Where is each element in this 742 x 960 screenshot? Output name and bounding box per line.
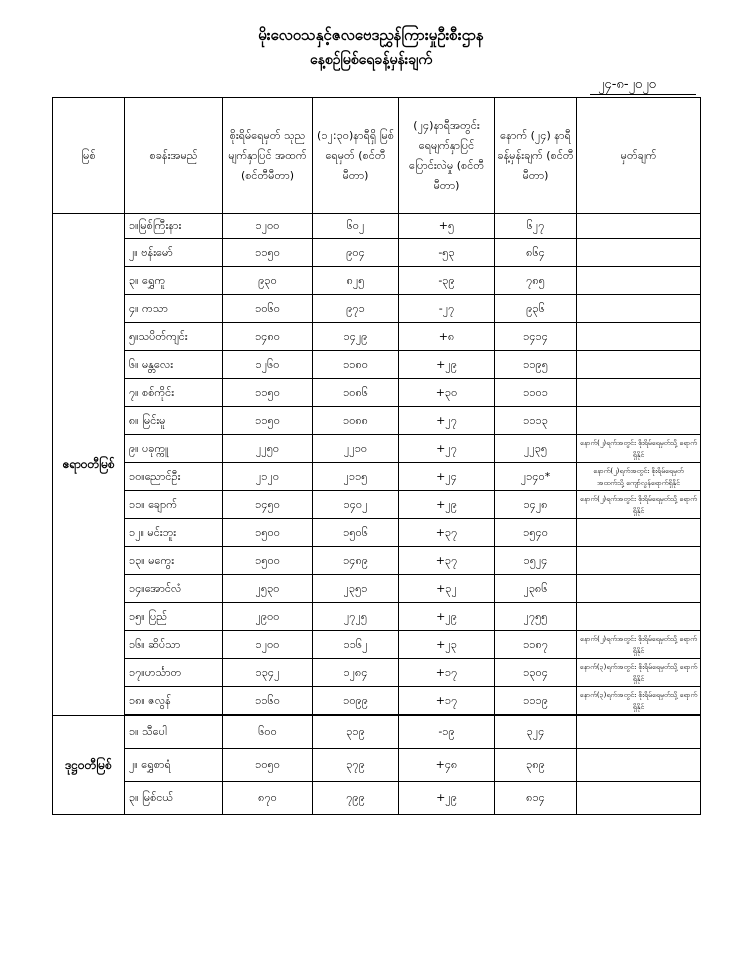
table-row <box>53 659 701 687</box>
table-row <box>53 749 701 782</box>
danger-level: ၆၀၀ <box>223 715 313 749</box>
table-row <box>53 491 701 519</box>
current-level: ၁၁၈၀ <box>313 351 399 379</box>
station-name: ၂။ ရွှေစာရံ <box>125 749 223 782</box>
table-row <box>53 407 701 435</box>
header-change: (၂၄)နာရီအတွင်း ရေမျက်နှာပြင် ပြောင်းလဲမှု (စင်တီမီတာ) <box>399 98 495 214</box>
current-level: ၉၀၄ <box>313 239 399 267</box>
page-title: မိုးလေဝသနှင့်ဇလဗေဒညွှန်ကြားမှုဦးစီးဌာန <box>258 26 484 44</box>
station-name: ၃။ မြစ်ငယ် <box>125 782 223 815</box>
current-level: ၂၇၂၅ <box>313 603 399 631</box>
station-name: ၁၅။ ပြည် <box>125 603 223 631</box>
remark <box>577 379 701 407</box>
forecast-level: ၂၃၈၆ <box>495 575 577 603</box>
level-change: -၁၉ <box>399 715 495 749</box>
header-remark: မှတ်ချက် <box>577 98 701 214</box>
forecast-level: ၂၂၃၅ <box>495 435 577 463</box>
report-date: ၂၄-၈-၂၀၂၀ <box>598 77 656 92</box>
table-row <box>53 603 701 631</box>
station-name: ၁၀။ညောင်ဦး <box>125 463 223 491</box>
danger-level: ၁၀၆၀ <box>223 295 313 323</box>
level-change: +၂၉ <box>399 351 495 379</box>
forecast-level: ၃၈၉ <box>495 749 577 782</box>
level-change: +၂၇ <box>399 407 495 435</box>
station-name: ၂။ ဗန်းမော် <box>125 239 223 267</box>
forecast-level: ၁၁၁၃ <box>495 407 577 435</box>
current-level: ၂၂၁၀ <box>313 435 399 463</box>
station-name: ၈။ မြင်းမူ <box>125 407 223 435</box>
station-name: ၁၈။ ဇလွန် <box>125 687 223 716</box>
level-change: -၅၃ <box>399 239 495 267</box>
level-change: +၈ <box>399 323 495 351</box>
current-level: ၁၀၈၆ <box>313 379 399 407</box>
current-level: ၆၀၂ <box>313 214 399 239</box>
danger-level: ၁၁၅၀ <box>223 407 313 435</box>
station-name: ၁။ သီပေါ <box>125 715 223 749</box>
remark: နောက်(၃)ရက်အတွင်း စိုးရိမ်ရေမှတ်သို့ ရောက်ရှိနိုင် <box>577 659 701 687</box>
current-level: ၃၇၉ <box>313 749 399 782</box>
remark: နောက်(၃)ရက်အတွင်း စိုးရိမ်ရေမှတ်သို့ ရောက်ရှိနိုင် <box>577 687 701 716</box>
current-level: ၃၁၉ <box>313 715 399 749</box>
forecast-level: ၈၁၄ <box>495 782 577 815</box>
current-level: ၁၄၂၉ <box>313 323 399 351</box>
forecast-level: ၉၃၆ <box>495 295 577 323</box>
current-level: ၇၉၉ <box>313 782 399 815</box>
table-row <box>53 267 701 295</box>
danger-level: ၂၂၅၀ <box>223 435 313 463</box>
current-level: ၁၁၆၂ <box>313 631 399 659</box>
level-change: +၂၃ <box>399 631 495 659</box>
forecast-level: ၁၃၀၄ <box>495 659 577 687</box>
forecast-level: ၁၁၈၇ <box>495 631 577 659</box>
station-name: ၃။ ရွှေကူ <box>125 267 223 295</box>
header-station: စခန်းအမည် <box>125 98 223 214</box>
table-row <box>53 351 701 379</box>
danger-level: ၁၂၆၀ <box>223 351 313 379</box>
forecast-level: ၂၇၅၅ <box>495 603 577 631</box>
table-row <box>53 435 701 463</box>
forecast-level: ၆၂၇ <box>495 214 577 239</box>
danger-level: ၁၄၈၀ <box>223 323 313 351</box>
forecast-level: ၂၁၄၀* <box>495 463 577 491</box>
station-name: ၁။မြစ်ကြီးနား <box>125 214 223 239</box>
danger-level: ၂၉၀၀ <box>223 603 313 631</box>
remark <box>577 214 701 239</box>
page-subtitle: နေ့စဉ်မြစ်ရေခန့်မှန်းချက် <box>309 52 433 68</box>
table-row <box>53 631 701 659</box>
current-level: ၁၀၉၉ <box>313 687 399 716</box>
level-change: +၂၉ <box>399 491 495 519</box>
header-danger-level: စိုးရိမ်ရေမှတ် သုညမျက်နှာပြင် အထက် (စင်တီမီတာ) <box>223 98 313 214</box>
station-name: ၁၂။ မင်းဘူး <box>125 519 223 547</box>
river-name: ဒုဋ္ဌဝတီမြစ် <box>53 715 125 815</box>
forecast-level: ၁၁၉၅ <box>495 351 577 379</box>
remark <box>577 351 701 379</box>
station-name: ၁၃။ မကွေး <box>125 547 223 575</box>
danger-level: ၁၁၆၀ <box>223 687 313 716</box>
level-change: +၁၇ <box>399 659 495 687</box>
danger-level: ၂၁၂၀ <box>223 463 313 491</box>
forecast-level: ၁၁၀၁ <box>495 379 577 407</box>
current-level: ၁၄၈၉ <box>313 547 399 575</box>
danger-level: ၂၅၃၀ <box>223 575 313 603</box>
level-change: +၂၉ <box>399 782 495 815</box>
remark <box>577 547 701 575</box>
table-row <box>53 715 701 749</box>
danger-level: ၁၀၅၀ <box>223 749 313 782</box>
danger-level: ၉၃၀ <box>223 267 313 295</box>
forecast-level: ၁၄၂၈ <box>495 491 577 519</box>
station-name: ၅။သပိတ်ကျင်း <box>125 323 223 351</box>
current-level: ၈၂၅ <box>313 267 399 295</box>
date-underline <box>590 94 696 95</box>
level-change: +၂၇ <box>399 435 495 463</box>
table-header-row <box>53 98 701 214</box>
remark <box>577 715 701 749</box>
remark <box>577 407 701 435</box>
remark <box>577 267 701 295</box>
danger-level: ၁၂၀၀ <box>223 214 313 239</box>
table-row <box>53 239 701 267</box>
danger-level: ၈၇၀ <box>223 782 313 815</box>
level-change: +၅ <box>399 214 495 239</box>
table-row <box>53 782 701 815</box>
remark <box>577 239 701 267</box>
station-name: ၇။ စစ်ကိုင်း <box>125 379 223 407</box>
remark: နောက်(၂)ရက်အတွင်း စိုးရိမ်ရေမှတ်သို့ ရောက်ရှိနိုင် <box>577 631 701 659</box>
header-river: မြစ် <box>53 98 125 214</box>
level-change: -၂၇ <box>399 295 495 323</box>
table-row <box>53 379 701 407</box>
level-change: +၃၂ <box>399 575 495 603</box>
river-name: ဧရာဝတီမြစ် <box>53 214 125 716</box>
level-change: +၂၉ <box>399 603 495 631</box>
current-level: ၂၁၁၅ <box>313 463 399 491</box>
forecast-level: ၁၅၄၀ <box>495 519 577 547</box>
station-name: ၁၇။ဟင်္သာတ <box>125 659 223 687</box>
table-row <box>53 547 701 575</box>
level-change: +၄၈ <box>399 749 495 782</box>
remark: နောက်(၂)ရက်အတွင်း စိုးရိမ်ရေမှတ်သို့ ရောက်ရှိနိုင် <box>577 491 701 519</box>
remark <box>577 575 701 603</box>
remark: နောက်(၂)ရက်အတွင်း စိုးရိမ်ရေမှတ် အထက်သို့ ကျော်လွန်ရောက်ရှိနိုင် <box>577 463 701 491</box>
remark <box>577 749 701 782</box>
level-change: +၃၇ <box>399 519 495 547</box>
header-forecast: နောက် (၂၄) နာရီ ခန့်မှန်းချက် (စင်တီမီတာ) <box>495 98 577 214</box>
current-level: ၁၅၀၆ <box>313 519 399 547</box>
forecast-level: ၁၁၁၉ <box>495 687 577 716</box>
station-name: ၄။ ကသာ <box>125 295 223 323</box>
table-row <box>53 214 701 239</box>
current-level: ၁၀၈၈ <box>313 407 399 435</box>
remark <box>577 782 701 815</box>
remark <box>577 603 701 631</box>
table-row <box>53 575 701 603</box>
remark <box>577 295 701 323</box>
station-name: ၁၆။ ဆိပ်သာ <box>125 631 223 659</box>
level-change: -၃၉ <box>399 267 495 295</box>
danger-level: ၁၁၅၀ <box>223 239 313 267</box>
level-change: +၂၄ <box>399 463 495 491</box>
table-row <box>53 323 701 351</box>
forecast-level: ၃၂၄ <box>495 715 577 749</box>
table-row <box>53 463 701 491</box>
forecast-level: ၁၅၂၄ <box>495 547 577 575</box>
remark <box>577 519 701 547</box>
forecast-level: ၁၄၁၄ <box>495 323 577 351</box>
current-level: ၁၂၈၄ <box>313 659 399 687</box>
header-current-level: (၁၂:၃၀)နာရီရှိ မြစ်ရေမှတ် (စင်တီမီတာ) <box>313 98 399 214</box>
danger-level: ၁၅၀၀ <box>223 519 313 547</box>
danger-level: ၁၂၀၀ <box>223 631 313 659</box>
station-name: ၁၄။အောင်လံ <box>125 575 223 603</box>
forecast-level: ၈၆၄ <box>495 239 577 267</box>
remark: နောက်(၂)ရက်အတွင်း စိုးရိမ်ရေမှတ်သို့ ရောက်ရှိနိုင် <box>577 435 701 463</box>
level-change: +၁၇ <box>399 687 495 716</box>
forecast-level: ၇၈၅ <box>495 267 577 295</box>
danger-level: ၁၅၀၀ <box>223 547 313 575</box>
station-name: ၉။ ပခုက္ကူ <box>125 435 223 463</box>
current-level: ၂၃၅၁ <box>313 575 399 603</box>
station-name: ၆။ မန္တလေး <box>125 351 223 379</box>
remark <box>577 323 701 351</box>
level-change: +၃၀ <box>399 379 495 407</box>
level-change: +၃၇ <box>399 547 495 575</box>
river-forecast-table <box>52 97 701 815</box>
current-level: ၉၇၁ <box>313 295 399 323</box>
current-level: ၁၄၀၂ <box>313 491 399 519</box>
table-row <box>53 519 701 547</box>
danger-level: ၁၁၅၀ <box>223 379 313 407</box>
station-name: ၁၁။ ချောက် <box>125 491 223 519</box>
table-row <box>53 295 701 323</box>
table-row <box>53 687 701 716</box>
danger-level: ၁၄၅၀ <box>223 491 313 519</box>
danger-level: ၁၃၄၂ <box>223 659 313 687</box>
